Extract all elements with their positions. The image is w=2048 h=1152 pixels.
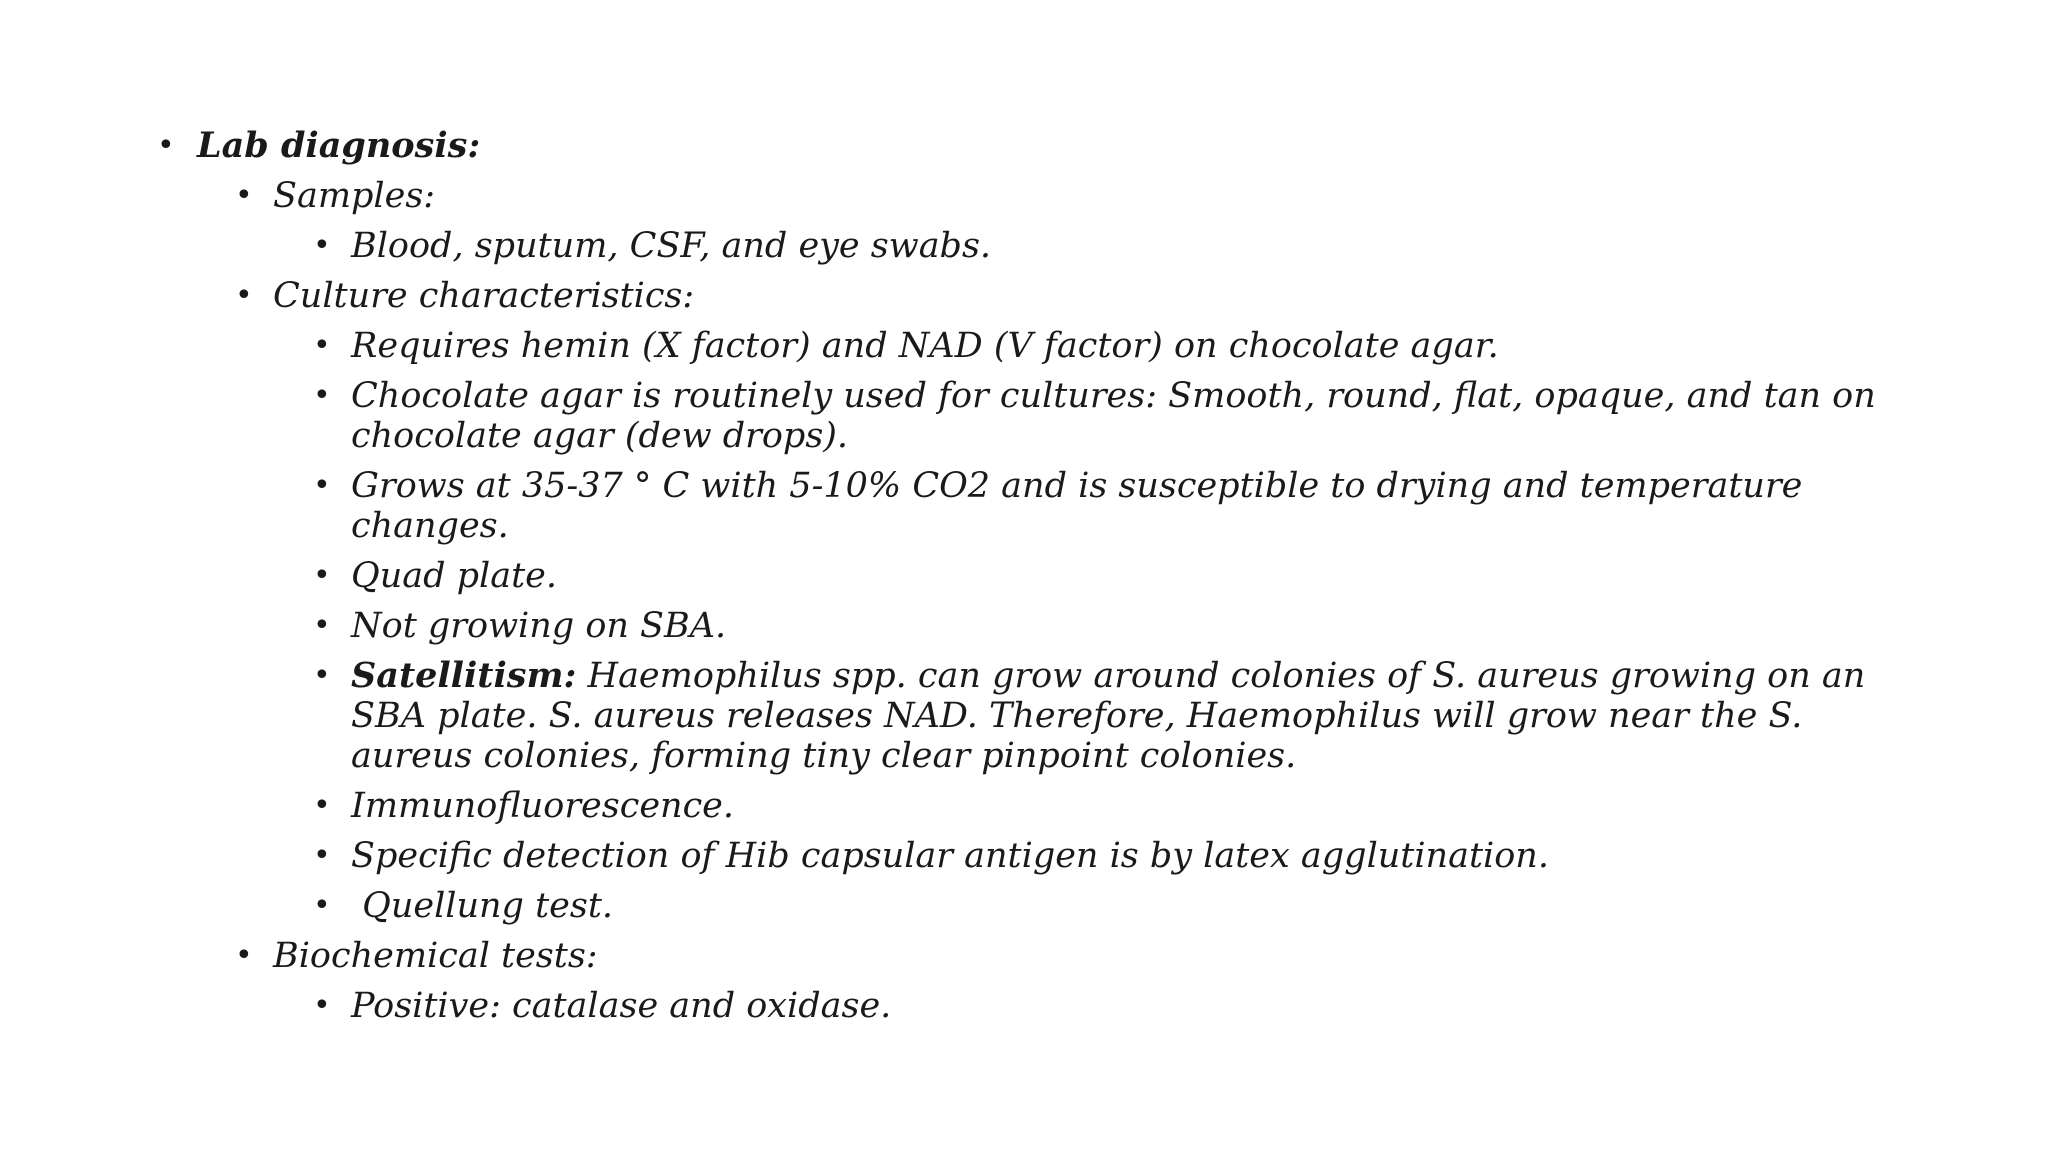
satellitism-label: Satellitism: <box>351 655 577 696</box>
culture-item-text: Specific detection of Hib capsular antigen is by latex agglutination. <box>351 836 1549 876</box>
culture-item-text-cont: aureus colonies, forming tiny clear pinpoint colonies. <box>351 736 1297 776</box>
satellitism-line <box>351 656 1865 696</box>
culture-item-text: Quad plate. <box>351 556 558 596</box>
culture-item-text: Not growing on SBA. <box>351 606 727 646</box>
bullet: • <box>313 378 331 413</box>
bullet: • <box>235 178 253 213</box>
bullet: • <box>157 128 175 163</box>
culture-item-text-cont: changes. <box>351 506 509 546</box>
culture-item-text: Grows at 35-37 ° C with 5-10% CO2 and is susceptible to drying and temperature <box>351 466 1803 506</box>
culture-item-text-cont: chocolate agar (dew drops). <box>351 416 849 456</box>
satellitism-text: Haemophilus spp. can grow around colonies of S. aureus growing on an <box>587 656 1866 696</box>
bullet: • <box>313 658 331 693</box>
biochem-label: Biochemical tests: <box>273 936 598 976</box>
culture-label: Culture characteristics: <box>273 276 695 316</box>
bullet: • <box>313 988 331 1023</box>
samples-detail: Blood, sputum, CSF, and eye swabs. <box>351 226 992 266</box>
bullet: • <box>313 558 331 593</box>
biochem-item-text: Positive: catalase and oxidase. <box>351 986 892 1026</box>
bullet: • <box>313 838 331 873</box>
culture-item-text: Quellung test. <box>351 886 614 926</box>
bullet: • <box>313 468 331 503</box>
samples-label: Samples: <box>273 176 436 216</box>
culture-item-text: Immunofluorescence. <box>351 786 735 826</box>
heading-lab-diagnosis: Lab diagnosis: <box>197 125 481 166</box>
bullet: • <box>313 228 331 263</box>
culture-item-text-cont: SBA plate. S. aureus releases NAD. Therefore, Haemophilus will grow near the S. <box>351 696 1803 736</box>
bullet: • <box>313 888 331 923</box>
bullet: • <box>235 278 253 313</box>
culture-item-text: Requires hemin (X factor) and NAD (V factor) on chocolate agar. <box>351 326 1499 366</box>
culture-item-text: Chocolate agar is routinely used for cultures: Smooth, round, flat, opaque, and tan on <box>351 376 1876 416</box>
bullet: • <box>313 608 331 643</box>
bullet: • <box>313 788 331 823</box>
bullet: • <box>235 938 253 973</box>
bullet: • <box>313 328 331 363</box>
